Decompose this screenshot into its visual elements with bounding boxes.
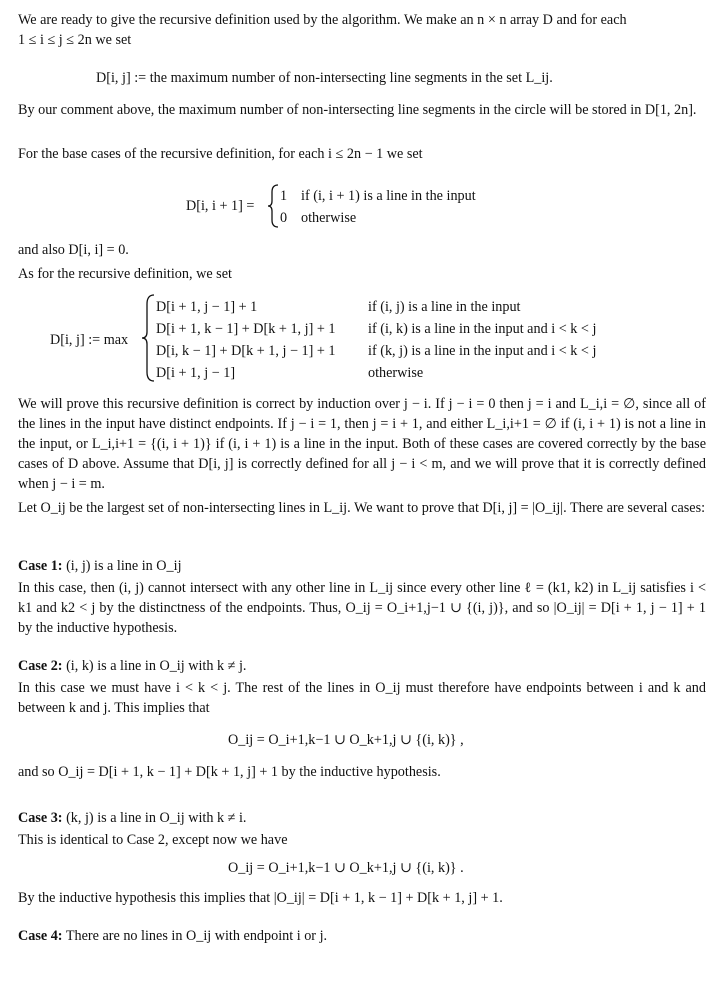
case-4-label: Case 4: [18, 928, 63, 944]
storage-text: By our comment above, the maximum number of non-intersecting line segments in the circle will be stored in D[1, 2n]. [18, 102, 697, 118]
storage-paragraph [18, 100, 706, 120]
induction-paragraph [18, 394, 706, 494]
base-case-brace [268, 184, 280, 228]
base-case-intro [18, 144, 706, 164]
intro-paragraph [18, 10, 706, 50]
base-case-2-value: 0 [280, 210, 288, 226]
intro-line-2: 1 ≤ i ≤ j ≤ 2n we set [18, 32, 132, 48]
recursive-case-2-cond: if (i, k) is a line in the input and i < k < j [368, 321, 597, 337]
case-3-conclusion [18, 888, 706, 908]
cases-intro-paragraph [18, 498, 706, 518]
recursive-intro-text: As for the recursive definition, we set [18, 266, 232, 282]
case-2-label: Case 2: [18, 658, 63, 674]
case-2-title: (i, k) is a line in O_ij with k ≠ j. [66, 658, 247, 674]
case-4-heading [18, 926, 706, 946]
case-1-label: Case 1: [18, 558, 63, 574]
case-3-conclusion-text: By the inductive hypothesis this implies that |O_ij| = D[i + 1, k − 1] + D[k + 1, j] + 1. [18, 890, 503, 906]
case-2-equation: O_ij = O_i+1,k−1 ∪ O_k+1,j ∪ {(i, k)} , [228, 732, 464, 748]
case-1-heading [18, 556, 706, 576]
recursive-case-1-expr: D[i + 1, j − 1] + 1 [156, 299, 258, 315]
recursive-case-3-cond: if (k, j) is a line in the input and i < k < j [368, 343, 597, 359]
case-3-equation: O_ij = O_i+1,k−1 ∪ O_k+1,j ∪ {(i, k)} . [228, 860, 464, 876]
case-1-body-text: In this case, then (i, j) cannot intersect with any other line in L_ij since every other line ℓ = (k1, k2) in L_ij satisfies i < k1 and k2 < j by the distinctness of the endpoints. Thus, O_ij = O_i+1,j−1 ∪ {(i, j)}, and so |O_ij| = D[i + 1, j − 1] + 1 by the inductive hypothesis. [18, 580, 706, 636]
base-case-extra [18, 240, 706, 260]
definition-equation: D[i, j] := the maximum number of non-intersecting line segments in the set L_ij. [96, 70, 553, 86]
base-case-intro-text: For the base cases of the recursive definition, for each i ≤ 2n − 1 we set [18, 146, 423, 162]
base-case-lhs: D[i, i + 1] = [186, 198, 255, 214]
case-2-body [18, 678, 706, 718]
cases-intro-text: Let O_ij be the largest set of non-intersecting lines in L_ij. We want to prove that D[i, j] = |O_ij|. There are several cases: [18, 500, 706, 516]
case-3-label: Case 3: [18, 810, 63, 826]
case-3-title: (k, j) is a line in O_ij with k ≠ i. [66, 810, 247, 826]
recursive-case-4-cond: otherwise [368, 365, 424, 381]
base-case-1-value: 1 [280, 188, 288, 204]
case-2-body-text: In this case we must have i < k < j. The rest of the lines in O_ij must therefore have endpoints between i and k and between k and j. This implies that [18, 680, 706, 716]
case-4-title: There are no lines in O_ij with endpoint i or j. [65, 928, 328, 944]
case-1-body [18, 578, 706, 638]
induction-text: We will prove this recursive definition is correct by induction over j − i. If j − i = 0 then j = i and L_i,i = ∅, since all of the lines in the input have distinct endpoints. If j − i = 1, then j = i + 1, and either L_i,i+1 = ∅ if (i, i + 1) is not a line in the input, or L_i,i+1 = {(i, i + 1)} if (i, i + 1) is a line in the input. Both of these cases are covered correctly by the base cases of D above. Assume that D[i, j] is correctly defined for all j − i < m, and we will prove that it is correctly defined when j − i = m. [18, 396, 706, 492]
recursive-case-1-cond: if (i, j) is a line in the input [368, 299, 521, 315]
base-case-1-condition: if (i, i + 1) is a line in the input [301, 188, 476, 204]
case-3-heading [18, 808, 706, 828]
intro-line-1: We are ready to give the recursive definition used by the algorithm. We make an n × n array D and for each [18, 12, 627, 28]
recursive-case-2-expr: D[i + 1, k − 1] + D[k + 1, j] + 1 [156, 321, 336, 337]
case-3-body-text: This is identical to Case 2, except now we have [18, 832, 288, 848]
case-2-conclusion-text: and so O_ij = D[i + 1, k − 1] + D[k + 1, j] + 1 by the inductive hypothesis. [18, 764, 441, 780]
recursive-lhs: D[i, j] := max [50, 332, 129, 348]
case-3-body [18, 830, 706, 850]
recursive-brace [142, 294, 156, 382]
case-2-heading [18, 656, 706, 676]
base-case-extra-text: and also D[i, i] = 0. [18, 242, 129, 258]
case-2-conclusion [18, 762, 706, 782]
recursive-intro [18, 264, 706, 284]
case-1-title: (i, j) is a line in O_ij [66, 558, 182, 574]
recursive-case-3-expr: D[i, k − 1] + D[k + 1, j − 1] + 1 [156, 343, 336, 359]
recursive-case-4-expr: D[i + 1, j − 1] [156, 365, 236, 381]
base-case-2-condition: otherwise [301, 210, 357, 226]
